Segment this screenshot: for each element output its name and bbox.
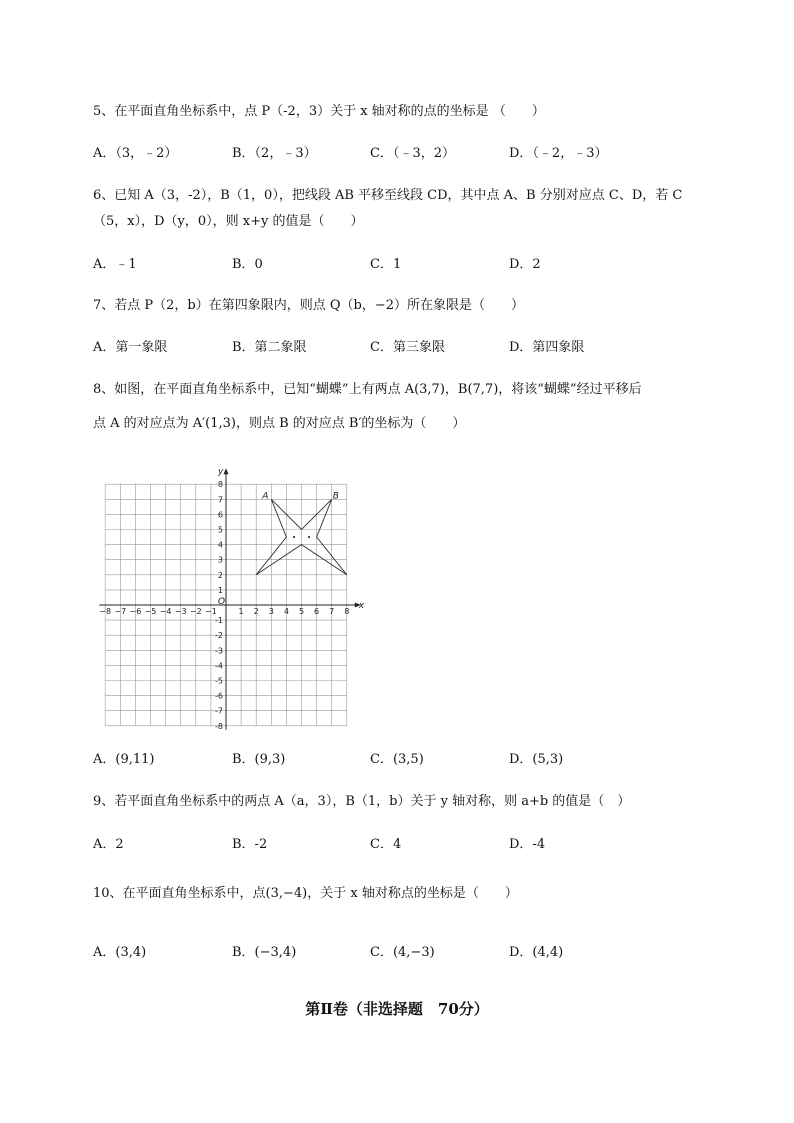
option-c: C．(4,−3) xyxy=(370,945,435,960)
question-8-stem-line-1: 8、如图，在平面直角坐标系中，已知“蝴蝶”上有两点 A(3,7)，B(7,7)，将该“蝴蝶”经过平移后 xyxy=(93,382,642,397)
question-7-options xyxy=(93,336,693,354)
question-10-options xyxy=(93,941,693,959)
question-10-stem: 10、在平面直角坐标系中，点(3,−4)，关于 x 轴对称点的坐标是（ ） xyxy=(93,886,518,901)
option-b: B．(9,3) xyxy=(232,752,286,767)
y-tick-label: 8 xyxy=(217,480,223,490)
x-tick-label: −7 xyxy=(114,607,127,616)
x-tick-label: −4 xyxy=(159,607,172,616)
x-tick-label: 2 xyxy=(253,607,259,616)
y-tick-label: 7 xyxy=(217,495,223,505)
option-c: C．第三象限 xyxy=(370,340,445,355)
question-6-options xyxy=(93,253,693,271)
option-d: D．第四象限 xyxy=(509,340,585,355)
x-tick-label: −5 xyxy=(144,607,157,616)
option-a: A．﹣1 xyxy=(93,257,137,272)
point-b-label: B xyxy=(332,491,339,502)
option-d: D．(4,4) xyxy=(509,945,564,960)
y-tick-label: -7 xyxy=(215,706,223,716)
y-axis-arrow xyxy=(224,468,229,474)
y-tick-label: -6 xyxy=(215,691,223,701)
option-b: B．第二象限 xyxy=(232,340,307,355)
origin-label: O xyxy=(218,597,226,607)
option-d: D．-4 xyxy=(509,837,546,852)
option-a: A．(3,4) xyxy=(93,945,147,960)
point-a-label: A xyxy=(262,491,269,502)
y-tick-label: 2 xyxy=(217,570,223,580)
y-axis-label: y xyxy=(218,467,224,478)
x-axis-label: x xyxy=(358,601,365,611)
x-tick-label: 4 xyxy=(283,607,289,616)
y-tick-label: 4 xyxy=(217,540,223,550)
option-c: C．4 xyxy=(370,837,402,852)
y-tick-label: 5 xyxy=(217,525,223,535)
axes xyxy=(99,468,361,730)
option-c: C．1 xyxy=(370,257,402,272)
option-a: A．第一象限 xyxy=(93,340,168,355)
question-9-options xyxy=(93,833,693,851)
x-tick-label: 6 xyxy=(314,607,320,616)
question-8-options xyxy=(93,748,693,766)
y-tick-label: -2 xyxy=(215,631,223,641)
y-tick-label: 6 xyxy=(217,510,223,520)
butterfly-dot xyxy=(308,536,310,538)
x-tick-label: −1 xyxy=(205,607,217,616)
option-c: C．(3,5) xyxy=(370,752,424,767)
x-tick-label: 7 xyxy=(329,607,335,616)
butterfly-dot xyxy=(293,536,295,538)
option-a: A．2 xyxy=(93,837,124,852)
question-5-stem: 5、在平面直角坐标系中，点 P（-2，3）关于 x 轴对称的点的坐标是 （ ） xyxy=(93,104,545,119)
y-tick-label: -4 xyxy=(215,661,223,671)
y-tick-label: 1 xyxy=(217,585,223,595)
section-title: 第Ⅱ卷（非选择题 70分） xyxy=(305,1000,489,1018)
question-6-stem-line-2: （5，x），D（y，0），则 x+y 的值是（ ） xyxy=(93,214,364,229)
y-tick-label: 3 xyxy=(217,555,223,565)
y-tick-label: -8 xyxy=(215,721,223,731)
question-6-stem-line-1: 6、已知 A（3，-2），B（1，0），把线段 AB 平移至线段 CD，其中点 A、B 分别对应点 C、D，若 C xyxy=(93,188,683,203)
question-7-stem: 7、若点 P（2，b）在第四象限内，则点 Q（b，−2）所在象限是（ ） xyxy=(93,298,525,313)
option-c: C．（﹣3，2） xyxy=(370,146,455,161)
y-tick-label: -3 xyxy=(215,646,223,656)
option-a: A．（3，﹣2） xyxy=(93,146,178,161)
x-tick-label: 5 xyxy=(298,607,305,616)
option-b: B．(−3,4) xyxy=(232,945,297,960)
x-tick-label: −2 xyxy=(189,607,202,616)
y-tick-label: -5 xyxy=(215,676,223,686)
y-tick-label: -1 xyxy=(215,616,223,626)
x-tick-label: 8 xyxy=(344,607,350,616)
x-tick-label: 1 xyxy=(238,607,244,616)
coordinate-grid-figure xyxy=(95,455,375,735)
option-b: B．-2 xyxy=(232,837,268,852)
option-d: D．（﹣2，﹣3） xyxy=(509,146,608,161)
x-tick-label: −3 xyxy=(174,607,187,616)
x-tick-label: 3 xyxy=(268,607,274,616)
question-8-stem-line-2: 点 A 的对应点为 A′(1,3)，则点 B 的对应点 B′的坐标为（ ） xyxy=(93,416,466,431)
x-tick-label: −8 xyxy=(99,607,112,616)
option-a: A．(9,11) xyxy=(93,752,155,767)
option-d: D．2 xyxy=(509,257,541,272)
x-tick-label: −6 xyxy=(129,607,142,616)
option-d: D．(5,3) xyxy=(509,752,564,767)
question-9-stem: 9、若平面直角坐标系中的两点 A（a，3），B（1，b）关于 y 轴对称，则 a+b 的值是（ ） xyxy=(93,794,631,809)
question-5-options xyxy=(93,142,693,160)
option-b: B．（2，﹣3） xyxy=(232,146,317,161)
option-b: B．0 xyxy=(232,257,263,272)
